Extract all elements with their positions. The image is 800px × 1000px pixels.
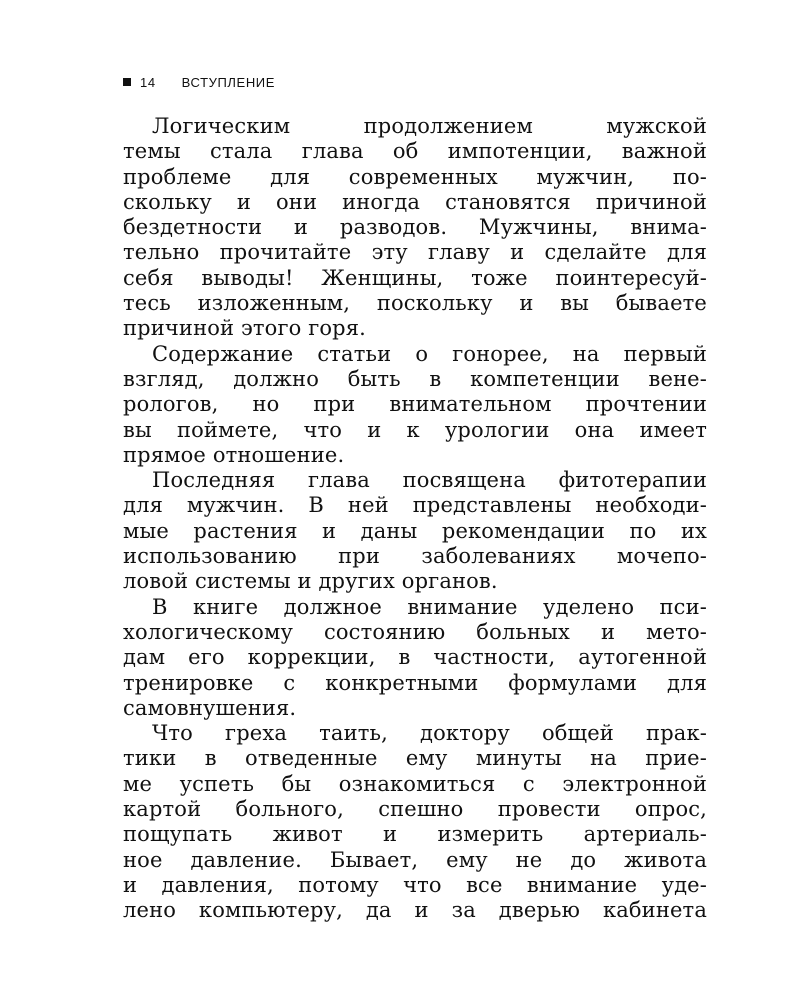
text-line: Содержание статьи о гонорее, на первый [152,341,707,366]
text-line: дам его коррекции, в частности, аутогенной [123,645,707,670]
text-line: использованию при заболеваниях мочепо- [123,544,707,569]
text-line: тельно прочитайте эту главу и сделайте для [123,240,707,265]
running-head [123,72,275,92]
text-line: лено компьютеру, да и за дверью кабинета [123,898,707,923]
text-line: пощупать живот и измерить артериаль- [123,822,707,847]
text-line: себя выводы! Женщины, тоже поинтересуй- [123,265,707,290]
text-line: хологическому состоянию больных и мето- [123,619,707,644]
paragraph [123,468,707,594]
text-line: ме успеть бы ознакомиться с электронной [123,771,707,796]
text-line: бездетности и разводов. Мужчины, внима- [123,215,707,240]
text-line: Что греха таить, доктору общей прак- [152,721,707,746]
paragraph [123,342,707,468]
body-text [123,114,707,924]
square-bullet-icon [123,78,131,86]
text-line: скольку и они иногда становятся причиной [123,189,707,214]
text-line: самовнушения. [123,695,297,720]
paragraph [123,721,707,923]
text-line: прямое отношение. [123,442,345,467]
section-title: ВСТУПЛЕНИЕ [181,74,276,90]
page-number: 14 [140,74,156,90]
text-line: проблеме для современных мужчин, по- [123,164,707,189]
text-line: тренировке с конкретными формулами для [123,670,707,695]
text-line: и давления, потому что все внимание уде- [123,872,707,897]
text-line: ловой системы и других органов. [123,569,498,594]
text-line: темы стала глава об импотенции, важной [123,139,707,164]
text-line: тесь изложенным, поскольку и вы бываете [123,291,707,316]
text-line: тики в отведенные ему минуты на прие- [123,746,707,771]
paragraph [123,595,707,721]
text-line: для мужчин. В ней представлены необходи- [123,493,707,518]
text-line: Логическим продолжением мужской [152,114,707,138]
text-line: ное давление. Бывает, ему не до живота [123,847,707,872]
paragraph [123,114,707,342]
text-line: В книге должное внимание уделено пси- [152,594,707,619]
text-line: вы поймете, что и к урологии она имеет [123,417,707,442]
text-line: картой больного, спешно провести опрос, [123,797,707,822]
text-line: мые растения и даны рекомендации по их [123,518,707,543]
text-line: взгляд, должно быть в компетенции вене- [123,366,707,391]
text-line: причиной этого горя. [123,316,366,341]
text-line: Последняя глава посвящена фитотерапии [152,468,707,493]
text-line: рологов, но при внимательном прочтении [123,392,707,417]
